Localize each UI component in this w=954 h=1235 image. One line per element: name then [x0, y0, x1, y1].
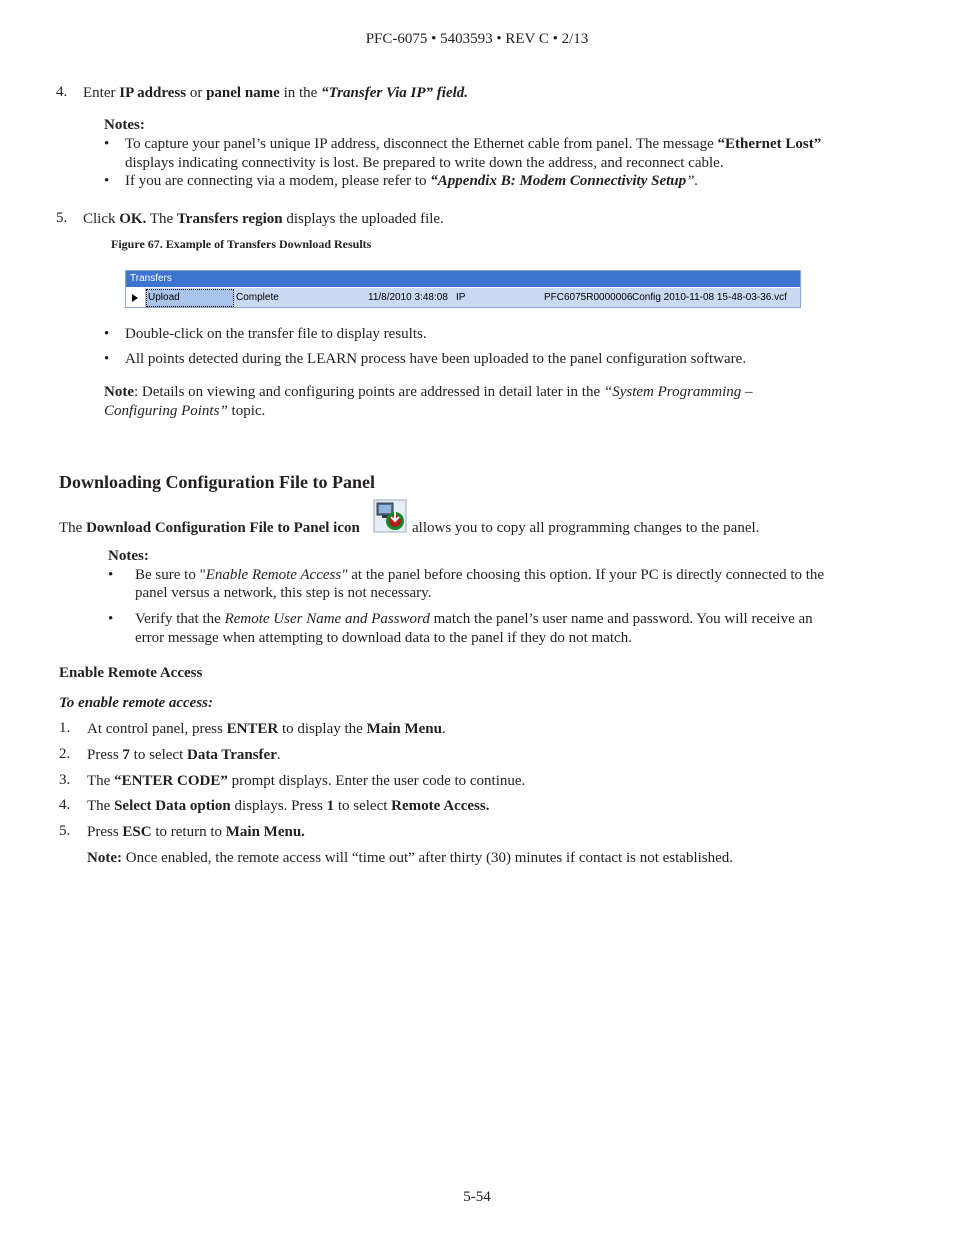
text: 7: [122, 747, 130, 763]
text: Main Menu.: [225, 824, 305, 840]
step-number: 5.: [56, 210, 68, 226]
transfer-via: IP: [456, 292, 466, 303]
transfer-status: Complete: [236, 292, 279, 303]
details-note-cont: [104, 402, 265, 421]
transfer-file: Config 2010-11-08 15-48-03-36.vcf: [632, 292, 787, 303]
text: at the panel before choosing this option. If your PC is directly connected to the: [347, 567, 825, 583]
step-number: 1.: [59, 720, 71, 736]
text: “Ethernet Lost”: [717, 136, 822, 152]
figure-caption: Figure 67. Example of Transfers Download Results: [111, 237, 372, 251]
transfer-row[interactable]: [126, 288, 800, 307]
subheading: [59, 664, 202, 683]
download-config-to-panel-icon: [373, 499, 407, 533]
text: Enter: [83, 85, 120, 101]
text: topic.: [227, 403, 266, 419]
text: Notes:: [108, 548, 149, 564]
text: ESC: [122, 824, 152, 840]
page-number: 5-54: [463, 1189, 491, 1205]
text: Press: [87, 824, 123, 840]
text: Be sure to ": [135, 567, 206, 583]
transfer-panel: PFC6075R0000006: [544, 292, 633, 303]
note-bullet-1-cont: displays indicating connectivity is lost. Be prepared to write down the address, and reconnect cable.: [125, 155, 724, 171]
note2-bullet-1: [135, 566, 824, 585]
note2-bullet-2: [135, 610, 813, 629]
notes-label: [104, 116, 145, 135]
note-bullet-1: [125, 135, 821, 154]
text: Once enabled, the remote access will “time out” after thirty (30) minutes if contact is not established.: [121, 850, 734, 866]
text: Data Transfer: [187, 747, 277, 763]
notes-label: [108, 547, 149, 566]
text: match the panel’s user name and password. You will receive an: [429, 611, 813, 627]
text: OK.: [119, 211, 147, 227]
step-number: 4.: [56, 84, 68, 100]
text: panel name: [206, 85, 280, 101]
transfers-title: Transfers: [126, 271, 800, 287]
procedure-step-2: [87, 746, 281, 765]
text: to return to: [151, 824, 226, 840]
result-bullet-2: All points detected during the LEARN process have been uploaded to the panel configuration software.: [125, 351, 747, 367]
bullet-marker: •: [104, 326, 110, 342]
text: The: [146, 211, 177, 227]
text: : Details on viewing and configuring points are addressed in detail later in the: [134, 384, 604, 400]
bullet-marker: •: [104, 351, 110, 367]
text: displays the uploaded file.: [282, 211, 444, 227]
text: displays. Press: [230, 798, 327, 814]
text: Notes:: [104, 117, 145, 133]
text: to select: [334, 798, 392, 814]
transfer-datetime: 11/8/2010 3:48:08: [368, 292, 448, 303]
text: Note: [104, 384, 134, 400]
text: Click: [83, 211, 120, 227]
text: IP address: [119, 85, 187, 101]
text: The: [87, 798, 115, 814]
text: Transfers region: [176, 211, 283, 227]
procedure-step-4: [87, 797, 489, 816]
note2-bullet-2-cont: error message when attempting to download data to the panel if they do not match.: [135, 630, 632, 646]
text: Press: [87, 747, 123, 763]
text: “Appendix B: Modem Connectivity Setup: [430, 173, 687, 189]
text: To capture your panel’s unique IP address, disconnect the Ethernet cable from panel. The message: [125, 136, 718, 152]
text: Note:: [87, 850, 122, 866]
text: To enable remote access:: [59, 695, 213, 711]
text: .: [276, 747, 281, 763]
page-header: PFC-6075 • 5403593 • REV C • 2/13: [365, 31, 589, 47]
bullet-marker: •: [104, 173, 110, 189]
step-number: 4.: [59, 797, 71, 813]
note-bullet-2: [125, 172, 698, 191]
row-pointer-icon: [126, 288, 146, 307]
text: “ENTER CODE”: [114, 773, 228, 789]
text: to select: [129, 747, 187, 763]
procedure-title: [59, 694, 213, 713]
procedure-step-3: [87, 772, 525, 791]
intro-text-b: allows you to copy all programming changes to the panel.: [412, 520, 760, 536]
step-number: 5.: [59, 823, 71, 839]
final-note: [87, 849, 733, 868]
text: “System Programming –: [603, 384, 753, 400]
text: Enable Remote Access": [205, 567, 348, 583]
text: or: [186, 85, 207, 101]
text: .: [442, 721, 446, 737]
text: Select Data option: [114, 798, 231, 814]
text: to display the: [278, 721, 367, 737]
text: ”.: [686, 173, 699, 189]
bullet-marker: •: [108, 611, 114, 627]
details-note: [104, 383, 752, 402]
bullet-marker: •: [104, 136, 110, 152]
text: “Transfer Via IP” field.: [321, 85, 469, 101]
bullet-marker: •: [108, 567, 114, 583]
transfers-panel: [125, 270, 801, 308]
text: Remote User Name and Password: [224, 611, 430, 627]
text: ENTER: [226, 721, 279, 737]
text: prompt displays. Enter the user code to continue.: [227, 773, 526, 789]
text: Verify that the: [135, 611, 225, 627]
step-4-text: [83, 84, 468, 103]
text: The: [59, 520, 87, 536]
step-number: 3.: [59, 772, 71, 788]
text: Remote Access.: [391, 798, 490, 814]
text: Configuring Points”: [104, 403, 228, 419]
procedure-step-5: [87, 823, 305, 842]
result-bullet-1: Double-click on the transfer file to display results.: [125, 326, 427, 342]
text: Main Menu: [366, 721, 442, 737]
text: in the: [279, 85, 322, 101]
text: If you are connecting via a modem, please refer to: [125, 173, 431, 189]
section-title: Downloading Configuration File to Panel: [59, 472, 376, 492]
procedure-step-1: [87, 720, 446, 739]
note2-bullet-1-cont: panel versus a network, this step is not necessary.: [135, 585, 432, 601]
transfer-type: Upload: [148, 292, 180, 303]
text: At control panel, press: [87, 721, 227, 737]
text: The: [87, 773, 115, 789]
text: Download Configuration File to Panel icon: [86, 520, 360, 536]
step-5-text: [83, 210, 444, 229]
intro-text-a: [59, 519, 360, 538]
text: 1: [326, 798, 335, 814]
text: Enable Remote Access: [59, 665, 203, 681]
step-number: 2.: [59, 746, 71, 762]
